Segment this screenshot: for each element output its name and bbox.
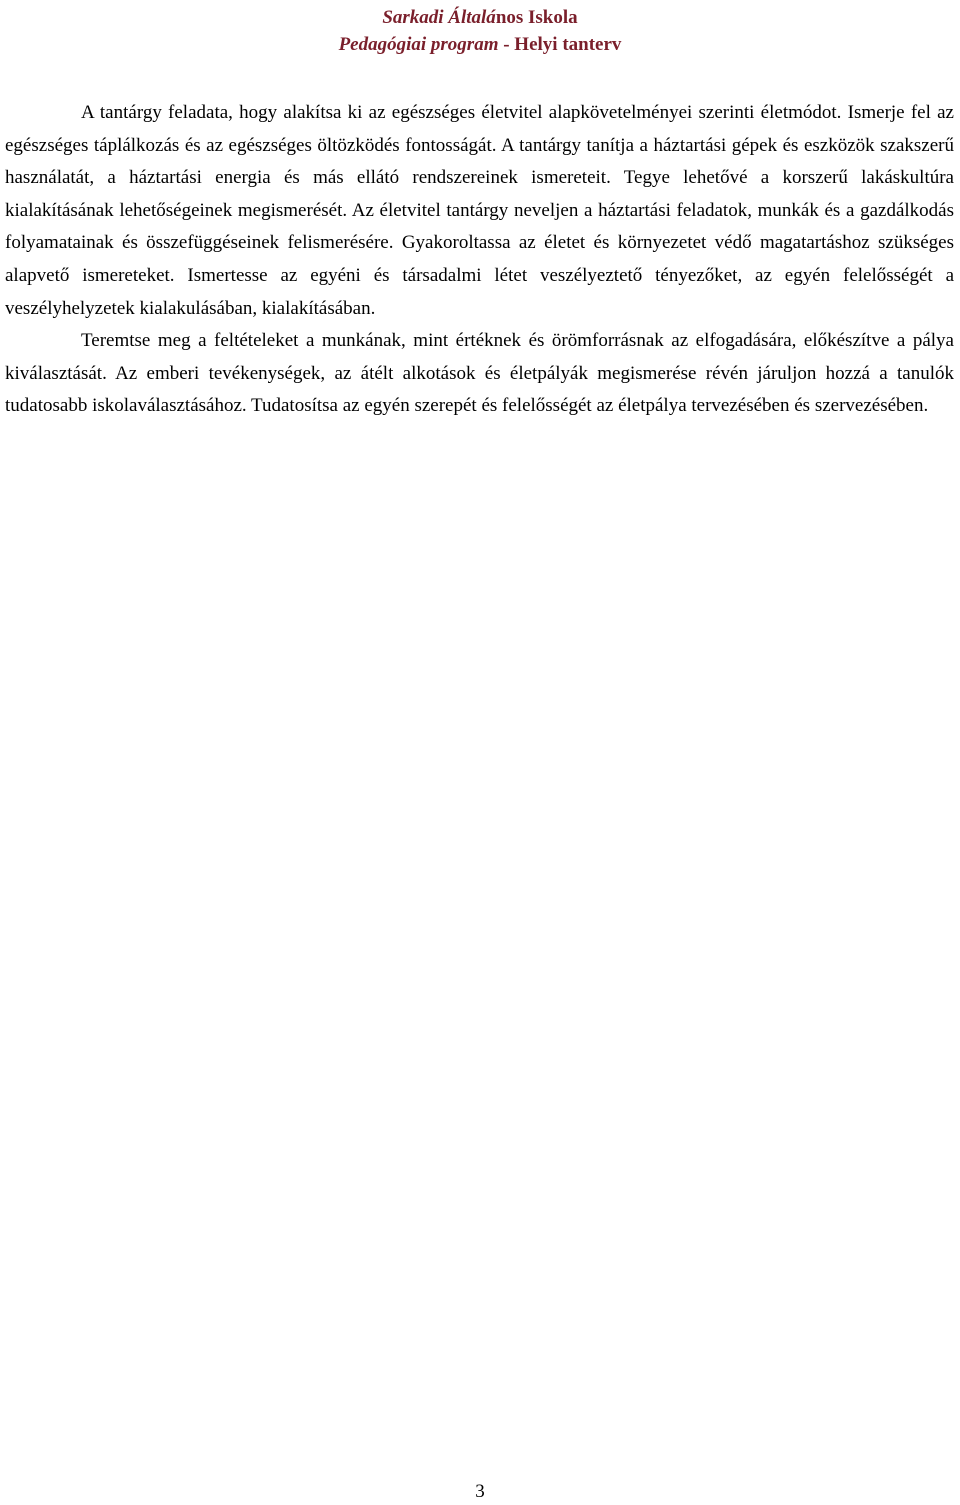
document-title-part2: - Helyi tanterv [498, 34, 622, 55]
paragraph-1: A tantárgy feladata, hogy alakítsa ki az egészséges életvitel alapkövetelményei szerinti életmódot. Ismerje fel az egészséges táplálkozás és az egészséges öltözködés fontosságát. A tantárgy tanítja a háztartási gépek és eszközök szakszerű használatát, a háztartási energia és más ellátó rendszereinek ismereteit. Tegye lehetővé a korszerű lakáskultúra kialakításának lehetőségeinek megismerését. Az életvitel tantárgy neveljen a háztartási feladatok, munkák és a gazdálkodás folyamatainak és összefüggéseinek felismerésére. Gyakoroltassa az életet és környezetet védő magatartáshoz szükséges alapvető ismereteket. Ismertesse az egyéni és társadalmi létet veszélyeztető tényezőket, az egyén felelősségét a veszélyhelyzetek kialakulásában, kialakításában. [5, 102, 954, 319]
document-title [0, 31, 960, 58]
paragraph-2: Teremtse meg a feltételeket a munkának, mint értéknek és örömforrásnak az elfogadására, előkészítve a pálya kiválasztását. Az emberi tevékenységek, az átélt alkotások és életpályák megismerése révén járuljon hozzá a tanulók tudatosabb iskolaválasztásához. Tudatosítsa az egyén szerepét és felelősségét az életpálya tervezésében és szervezésében. [5, 330, 954, 417]
page-header [0, 4, 960, 58]
school-name-part2: nos Iskola [495, 7, 578, 28]
page-number: 3 [475, 1481, 485, 1502]
school-name [0, 4, 960, 31]
document-body [5, 97, 954, 423]
school-name-part1: Sarkadi Általá [382, 7, 496, 28]
document-title-part1: Pedagógiai program [338, 34, 499, 55]
